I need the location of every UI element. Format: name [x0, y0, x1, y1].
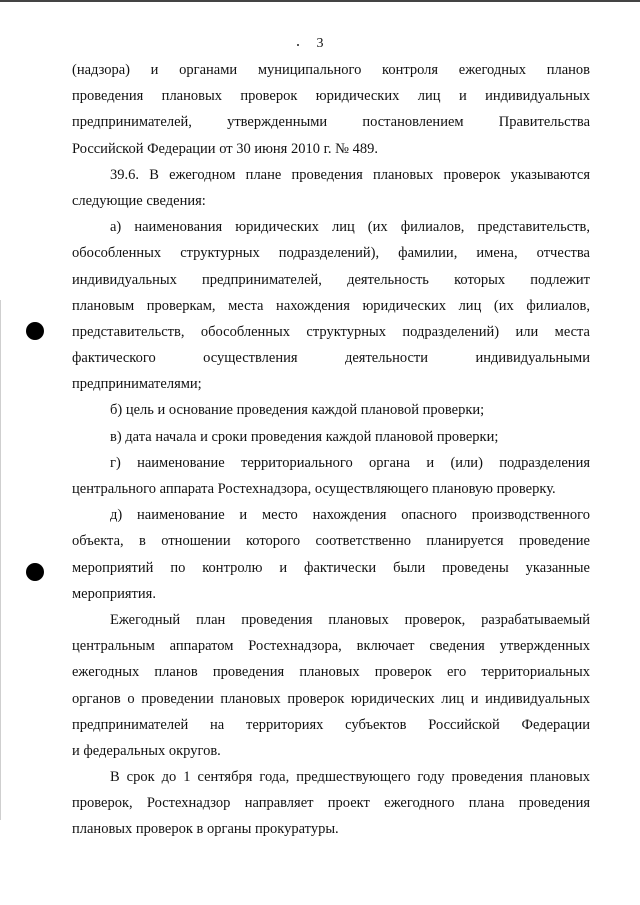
text-line: ежегодных планов проведения плановых проверок его территориальных: [72, 664, 590, 681]
text-line: предпринимателей на территориях субъектов Российской Федерации: [72, 716, 590, 733]
text-line: центрального аппарата Ростехнадзора, осуществляющего плановую проверку.: [72, 481, 556, 497]
text-line: индивидуальных предпринимателей, деятельность которых подлежит: [72, 271, 590, 288]
text-line: а) наименования юридических лиц (их филиалов, представительств,: [110, 219, 590, 236]
text-line: мероприятий по контролю и фактически были проведены указанные: [72, 559, 590, 576]
text-line: центральным аппаратом Ростехнадзора, включает сведения утвержденных: [72, 638, 590, 655]
text-line: проведения плановых проверок юридических лиц и индивидуальных: [72, 88, 590, 105]
page-number: 3: [316, 36, 324, 51]
text-line: Российской Федерации от 30 июня 2010 г. № 489.: [72, 140, 379, 157]
text-line: мероприятия.: [72, 585, 156, 602]
text-line: Ежегодный план проведения плановых проверок, разрабатываемый: [110, 611, 590, 628]
document-body: [72, 57, 590, 843]
text-line: органов о проведении плановых проверок юридических лиц и индивидуальных: [72, 690, 590, 707]
text-line: (надзора) и органами муниципального контроля ежегодных планов: [72, 62, 590, 78]
paragraph: [72, 607, 590, 764]
text-line: плановым проверкам, места нахождения юридических лиц (их филиалов,: [72, 297, 590, 314]
paragraph: [72, 450, 590, 502]
text-line: б) цель и основание проведения каждой плановой проверки;: [110, 402, 485, 419]
text-line: предпринимателей, утвержденными постановлением Правительства: [72, 114, 590, 131]
paragraph: [72, 764, 590, 843]
text-line: объекта, в отношении которого соответственно планируется проведение: [72, 533, 590, 550]
text-line: 39.6. В ежегодном плане проведения плановых проверок указываются: [110, 166, 590, 183]
paragraph: [72, 162, 590, 214]
text-line: и федеральных округов.: [72, 742, 221, 759]
paragraph: [72, 424, 590, 450]
text-line: д) наименование и место нахождения опасного производственного: [110, 507, 590, 524]
text-line: фактического осуществления деятельности индивидуальными: [72, 350, 590, 367]
paragraph: [72, 502, 590, 607]
text-line: В срок до 1 сентября года, предшествующего году проведения плановых: [110, 769, 590, 786]
text-line: г) наименование территориального органа и (или) подразделения: [110, 454, 590, 471]
top-edge-rule: [0, 0, 640, 2]
text-line: представительств, обособленных структурных подразделений) или места: [72, 323, 590, 340]
punch-hole-mark: [26, 563, 44, 581]
paragraph: [72, 57, 590, 162]
text-line: плановых проверок в органы прокуратуры.: [72, 821, 339, 838]
text-line: обособленных структурных подразделений), фамилии, имена, отчества: [72, 245, 590, 262]
text-line: предпринимателями;: [72, 376, 202, 393]
text-line: следующие сведения:: [72, 192, 206, 209]
text-line: проверок, Ростехнадзор направляет проект ежегодного плана проведения: [72, 795, 590, 812]
text-line: в) дата начала и сроки проведения каждой плановой проверки;: [110, 428, 499, 445]
page-left-edge: [0, 300, 1, 820]
paragraph: [72, 397, 590, 423]
paragraph: [72, 214, 590, 397]
punch-hole-mark: [26, 322, 44, 340]
